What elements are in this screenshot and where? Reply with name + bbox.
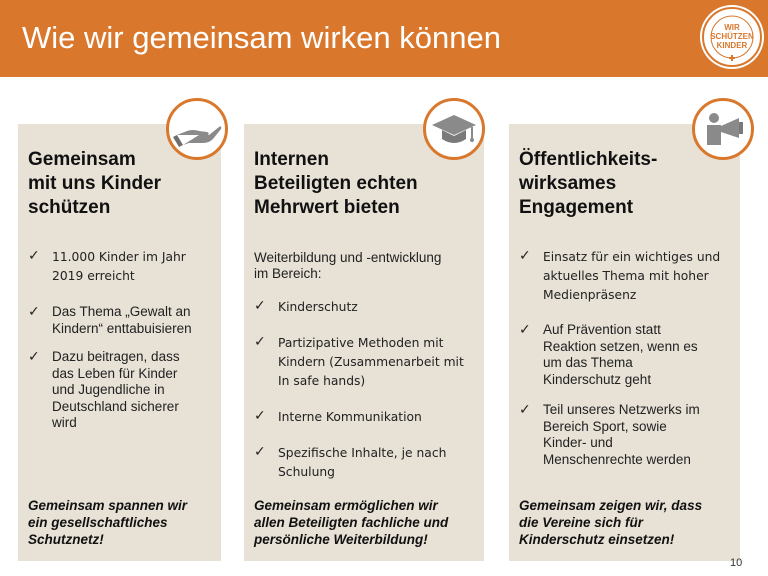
card-title: Gemeinsam mit uns Kinder schützen xyxy=(28,149,162,218)
list-item: ✓ Dazu beitragen, dass das Leben für Kinder und Jugendliche in Deutschland sicherer wird xyxy=(28,349,180,430)
card-mehrwert-bieten xyxy=(244,124,484,561)
list-item: ✓ Einsatz für ein wichtiges und aktuelles Thema mit hoher Medienpräsenz xyxy=(519,248,721,302)
checkmark-icon: ✓ xyxy=(28,248,40,264)
list-item: ✓ Teil unseres Netzwerks im Bereich Sport, sowie Kinder- und Menschenrechte werden xyxy=(519,402,700,467)
list-item: ✓ Das Thema „Gewalt an Kindern“ enttabuisieren xyxy=(28,304,192,336)
list-item: ✓ Interne Kommunikation xyxy=(254,408,422,424)
list-item: ✓ Auf Prävention statt Reaktion setzen, wenn es um das Thema Kinderschutz geht xyxy=(519,322,698,387)
card-title: Öffentlichkeits- wirksames Engagement xyxy=(519,149,658,218)
bullet-list xyxy=(519,322,700,468)
bullet-list xyxy=(28,304,192,432)
card-oeffentlichkeit xyxy=(509,124,740,561)
checkmark-icon: ✓ xyxy=(254,444,266,460)
hand-icon xyxy=(166,98,228,160)
card-intro: Weiterbildung und -entwicklung im Bereich: xyxy=(254,250,442,281)
svg-text:WIR: WIR xyxy=(724,23,740,32)
bullet-list xyxy=(254,298,464,482)
list-item: ✓ Partizipative Methoden mit Kindern (Zusammenarbeit mit In safe hands) xyxy=(254,334,464,388)
list-item: ✓ 11.000 Kinder im Jahr 2019 erreicht xyxy=(28,248,186,283)
card-footer: Gemeinsam ermöglichen wir allen Beteiligten fachliche und persönliche Weiterbildung! xyxy=(254,498,449,547)
svg-text:SCHÜTZEN: SCHÜTZEN xyxy=(710,32,754,41)
bullet-list xyxy=(519,248,720,305)
megaphone-person-icon xyxy=(692,98,754,160)
svg-text:KINDER: KINDER xyxy=(716,41,748,50)
wir-schuetzen-kinder-logo xyxy=(698,3,766,71)
header-bar xyxy=(0,0,768,77)
checkmark-icon: ✓ xyxy=(28,304,40,320)
checkmark-icon: ✓ xyxy=(519,402,531,418)
list-item: ✓ Spezifische Inhalte, je nach Schulung xyxy=(254,444,447,479)
page-title: Wie wir gemeinsam wirken können xyxy=(22,20,501,55)
graduation-cap-icon xyxy=(423,98,485,160)
checkmark-icon: ✓ xyxy=(519,248,531,264)
checkmark-icon: ✓ xyxy=(254,408,266,424)
card-kinder-schuetzen xyxy=(18,124,221,561)
checkmark-icon: ✓ xyxy=(28,349,40,365)
card-footer: Gemeinsam zeigen wir, dass die Vereine sich für Kinderschutz einsetzen! xyxy=(519,498,703,547)
bullet-list xyxy=(28,248,186,294)
page-number: 10 xyxy=(730,557,743,569)
checkmark-icon: ✓ xyxy=(254,298,266,314)
card-title: Internen Beteiligten echten Mehrwert bieten xyxy=(254,149,418,218)
checkmark-icon: ✓ xyxy=(519,322,531,338)
checkmark-icon: ✓ xyxy=(254,334,266,350)
list-item: ✓ Kinderschutz xyxy=(254,298,358,314)
card-footer: Gemeinsam spannen wir ein gesellschaftliches Schutznetz! xyxy=(28,498,188,547)
